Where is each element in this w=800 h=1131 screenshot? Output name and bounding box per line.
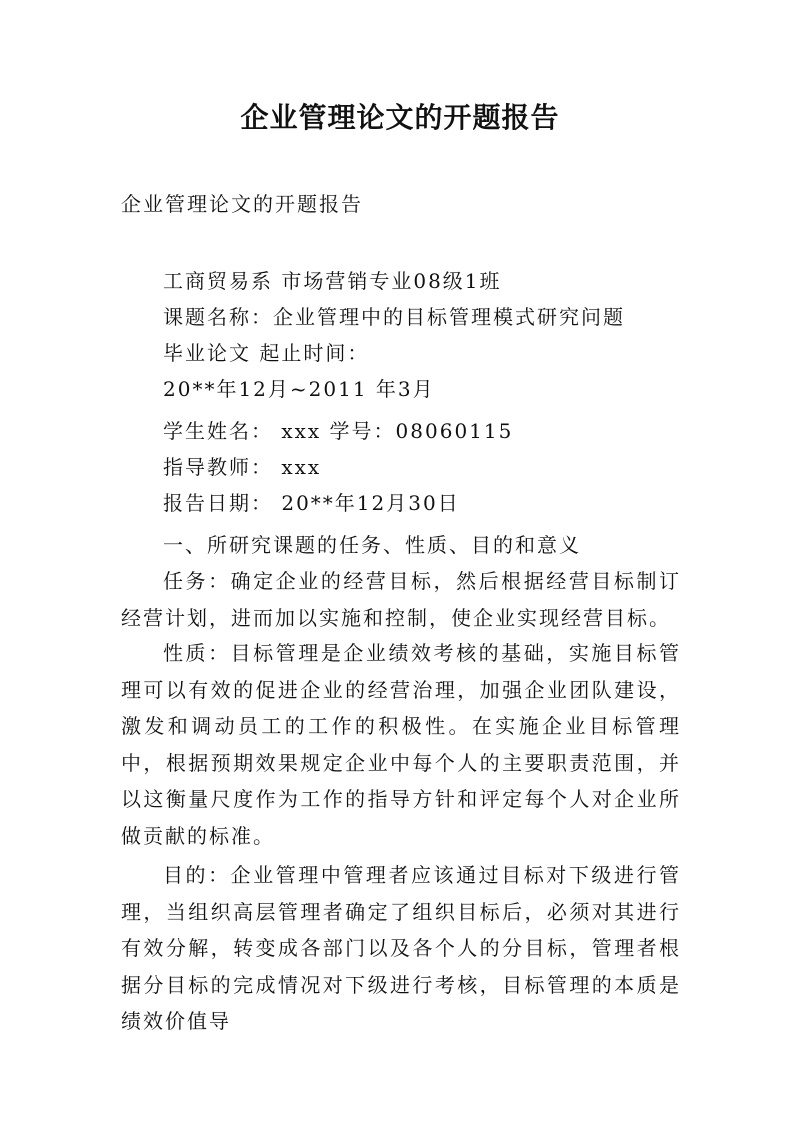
section-heading: 一、所研究课题的任务、性质、目的和意义	[163, 533, 581, 557]
report-date-line: 报告日期： 20**年12月30日	[163, 491, 460, 515]
topic-name-line: 课题名称：企业管理中的目标管理模式研究问题	[163, 305, 625, 329]
document-subtitle: 企业管理论文的开题报告	[121, 192, 363, 216]
student-info-line: 学生姓名： xxx 学号：08060115	[163, 419, 514, 443]
thesis-period-label-line: 毕业论文 起止时间：	[163, 341, 370, 365]
thesis-period-value-line: 20**年12月~2011 年3月	[163, 377, 435, 401]
nature-paragraph: 性质：目标管理是企业绩效考核的基础，实施目标管理可以有效的促进企业的经营治理，加强企业团队建设，激发和调动员工的工作的积极性。在实施企业目标管理中，根据预期效果规定企业中每个人的主要职责范围，并以这衡量尺度作为工作的指导方针和评定每个人对企业所做贡献的标准。	[121, 641, 681, 848]
document-title: 企业管理论文的开题报告	[240, 101, 560, 134]
task-paragraph: 任务：确定企业的经营目标，然后根据经营目标制订经营计划，进而加以实施和控制，使企业实现经营目标。	[121, 569, 681, 630]
class-info-line: 工商贸易系 市场营销专业08级1班	[163, 269, 502, 293]
advisor-line: 指导教师： xxx	[163, 455, 322, 479]
purpose-paragraph: 目的：企业管理中管理者应该通过目标对下级进行管理，当组织高层管理者确定了组织目标后，必须对其进行有效分解，转变成各部门以及各个人的分目标，管理者根据分目标的完成情况对下级进行考核，目标管理的本质是绩效价值导	[121, 863, 681, 1033]
